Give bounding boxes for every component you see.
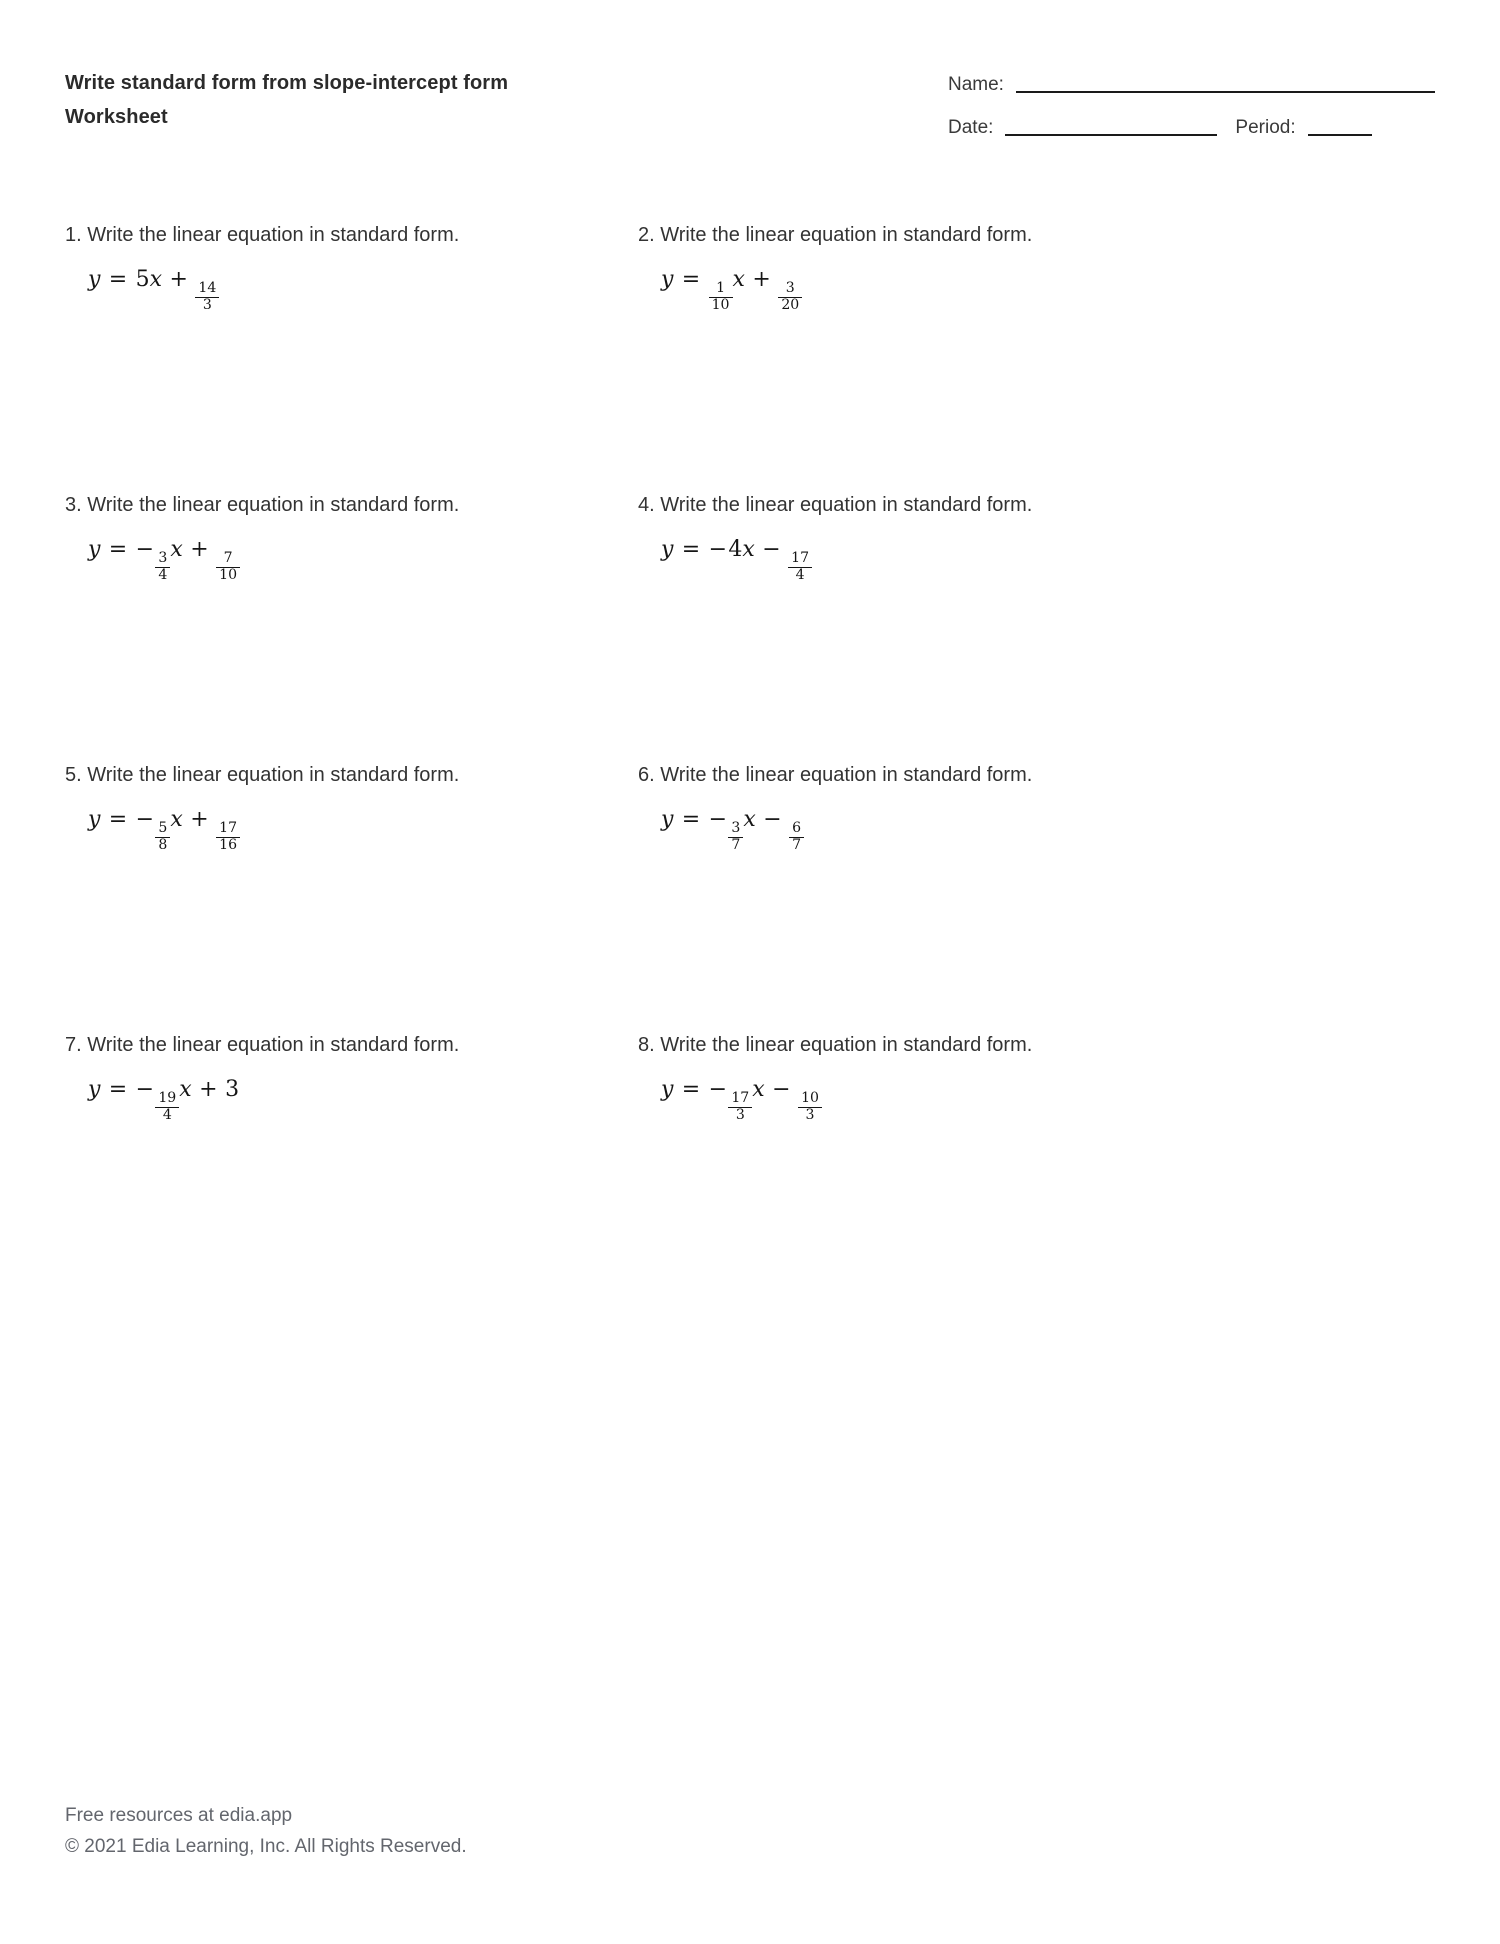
prompt-text: Write the linear equation in standard form.: [660, 1034, 1033, 1056]
fraction-numerator: 17: [728, 1091, 752, 1108]
math-operator: +: [752, 267, 771, 292]
minus-sign: −: [135, 1077, 155, 1102]
fraction-denominator: 7: [731, 836, 741, 853]
problem-number: 3.: [65, 494, 88, 516]
name-label: Name:: [948, 74, 1004, 95]
problem-equation: [661, 1073, 1435, 1124]
header: [65, 66, 1435, 160]
fraction-numerator: 7: [216, 551, 240, 568]
math-variable: y: [661, 807, 674, 832]
math-operator: −: [763, 807, 782, 832]
fraction: [216, 551, 240, 584]
math-operator: +: [190, 537, 209, 562]
math-variable: y: [661, 267, 674, 292]
prompt-text: Write the linear equation in standard form.: [660, 764, 1033, 786]
problem-1: [65, 222, 638, 492]
math-variable: x: [149, 267, 163, 292]
fraction-numerator: 5: [155, 821, 170, 838]
fraction-denominator: 4: [158, 566, 168, 583]
problem-8: [638, 1032, 1435, 1302]
fraction-denominator: 10: [711, 296, 730, 313]
math-operator: +: [190, 807, 209, 832]
fraction: [798, 1091, 822, 1124]
problem-3: [65, 492, 638, 762]
problem-prompt: [65, 222, 638, 248]
equals-sign: =: [681, 267, 701, 292]
problem-number: 8.: [638, 1034, 661, 1056]
fraction-denominator: 10: [219, 566, 238, 583]
fraction-numerator: 3: [155, 551, 170, 568]
math-number: 3: [225, 1077, 240, 1102]
problem-prompt: [638, 1032, 1435, 1058]
worksheet-title: [65, 66, 508, 134]
problem-equation: [88, 533, 638, 584]
footer-copyright-line: © 2021 Edia Learning, Inc. All Rights Reserved.: [65, 1836, 467, 1857]
equals-sign: =: [108, 267, 128, 292]
fraction: [728, 821, 743, 854]
period-blank-line: [1308, 130, 1372, 136]
problem-equation: [88, 1073, 638, 1124]
minus-sign: −: [708, 807, 728, 832]
problem-prompt: [65, 1032, 638, 1058]
problem-prompt: [638, 492, 1435, 518]
fraction-denominator: 20: [781, 296, 800, 313]
problem-number: 7.: [65, 1034, 88, 1056]
minus-sign: −: [135, 537, 155, 562]
math-variable: x: [742, 537, 755, 562]
name-blank-line: [1016, 87, 1435, 93]
fraction-denominator: 8: [158, 836, 168, 853]
problem-equation: [88, 803, 638, 854]
footer: [65, 1800, 467, 1862]
equals-sign: =: [108, 807, 128, 832]
equals-sign: =: [681, 1077, 701, 1102]
prompt-text: Write the linear equation in standard form.: [660, 224, 1033, 246]
title-line-2: Worksheet: [65, 106, 168, 128]
minus-sign: −: [708, 537, 728, 562]
fraction-denominator: 4: [795, 566, 805, 583]
prompt-text: Write the linear equation in standard form.: [87, 764, 460, 786]
name-row: [948, 74, 1435, 96]
math-variable: x: [732, 267, 745, 292]
problems-grid: [65, 222, 1435, 1302]
fraction: [216, 821, 240, 854]
problem-equation: [661, 803, 1435, 854]
fraction-numerator: 19: [155, 1091, 179, 1108]
problem-4: [638, 492, 1435, 762]
problem-prompt: [638, 762, 1435, 788]
fraction-numerator: 17: [788, 551, 812, 568]
fraction-numerator: 3: [728, 821, 743, 838]
fraction-numerator: 3: [778, 281, 802, 298]
minus-sign: −: [708, 1077, 728, 1102]
date-label: Date:: [948, 117, 994, 138]
fraction-denominator: 7: [792, 836, 802, 853]
problem-7: [65, 1032, 638, 1302]
fraction: [709, 281, 733, 314]
math-variable: y: [661, 1077, 674, 1102]
prompt-text: Write the linear equation in standard form.: [87, 494, 460, 516]
prompt-text: Write the linear equation in standard form.: [660, 494, 1033, 516]
minus-sign: −: [135, 807, 155, 832]
math-variable: x: [170, 807, 183, 832]
fraction: [788, 551, 812, 584]
math-number: 5: [135, 267, 150, 292]
math-operator: +: [199, 1077, 218, 1102]
math-variable: x: [170, 537, 183, 562]
footer-resources-line: Free resources at edia.app: [65, 1805, 293, 1826]
prompt-text: Write the linear equation in standard form.: [87, 1034, 460, 1056]
fraction: [155, 1091, 179, 1124]
problem-prompt: [65, 762, 638, 788]
fraction-numerator: 14: [195, 281, 219, 298]
fraction: [778, 281, 802, 314]
problem-2: [638, 222, 1435, 492]
title-line-1: Write standard form from slope-intercept form: [65, 72, 509, 94]
math-operator: −: [772, 1077, 791, 1102]
problem-number: 5.: [65, 764, 88, 786]
math-operator: −: [762, 537, 781, 562]
fraction-numerator: 10: [798, 1091, 822, 1108]
fraction-numerator: 17: [216, 821, 240, 838]
problem-equation: [661, 533, 1435, 584]
math-variable: y: [88, 807, 101, 832]
equals-sign: =: [108, 537, 128, 562]
fraction: [155, 821, 170, 854]
fraction-denominator: 4: [162, 1106, 172, 1123]
math-number: 4: [728, 537, 743, 562]
problem-number: 4.: [638, 494, 661, 516]
fraction-denominator: 16: [219, 836, 238, 853]
problem-equation: [88, 263, 638, 314]
math-variable: x: [743, 807, 756, 832]
prompt-text: Write the linear equation in standard form.: [87, 224, 460, 246]
equals-sign: =: [108, 1077, 128, 1102]
math-variable: y: [88, 267, 101, 292]
problem-5: [65, 762, 638, 1032]
math-variable: y: [661, 537, 674, 562]
math-variable: y: [88, 1077, 101, 1102]
fraction-numerator: 1: [709, 281, 733, 298]
fraction-denominator: 3: [805, 1106, 815, 1123]
problem-number: 1.: [65, 224, 88, 246]
fraction: [155, 551, 170, 584]
math-operator: +: [169, 267, 188, 292]
fraction: [789, 821, 804, 854]
problem-equation: [661, 263, 1435, 314]
date-blank-line: [1005, 130, 1217, 136]
fraction: [195, 281, 219, 314]
problem-prompt: [638, 222, 1435, 248]
fraction-numerator: 6: [789, 821, 804, 838]
math-variable: x: [752, 1077, 765, 1102]
date-period-row: [948, 117, 1435, 139]
fraction-denominator: 3: [735, 1106, 745, 1123]
problem-prompt: [65, 492, 638, 518]
equals-sign: =: [681, 807, 701, 832]
fraction: [728, 1091, 752, 1124]
math-variable: x: [179, 1077, 192, 1102]
fraction-denominator: 3: [202, 296, 212, 313]
problem-number: 6.: [638, 764, 661, 786]
problem-6: [638, 762, 1435, 1032]
student-fields: [948, 66, 1435, 160]
period-label: Period:: [1235, 117, 1296, 138]
equals-sign: =: [681, 537, 701, 562]
problem-number: 2.: [638, 224, 661, 246]
math-variable: y: [88, 537, 101, 562]
